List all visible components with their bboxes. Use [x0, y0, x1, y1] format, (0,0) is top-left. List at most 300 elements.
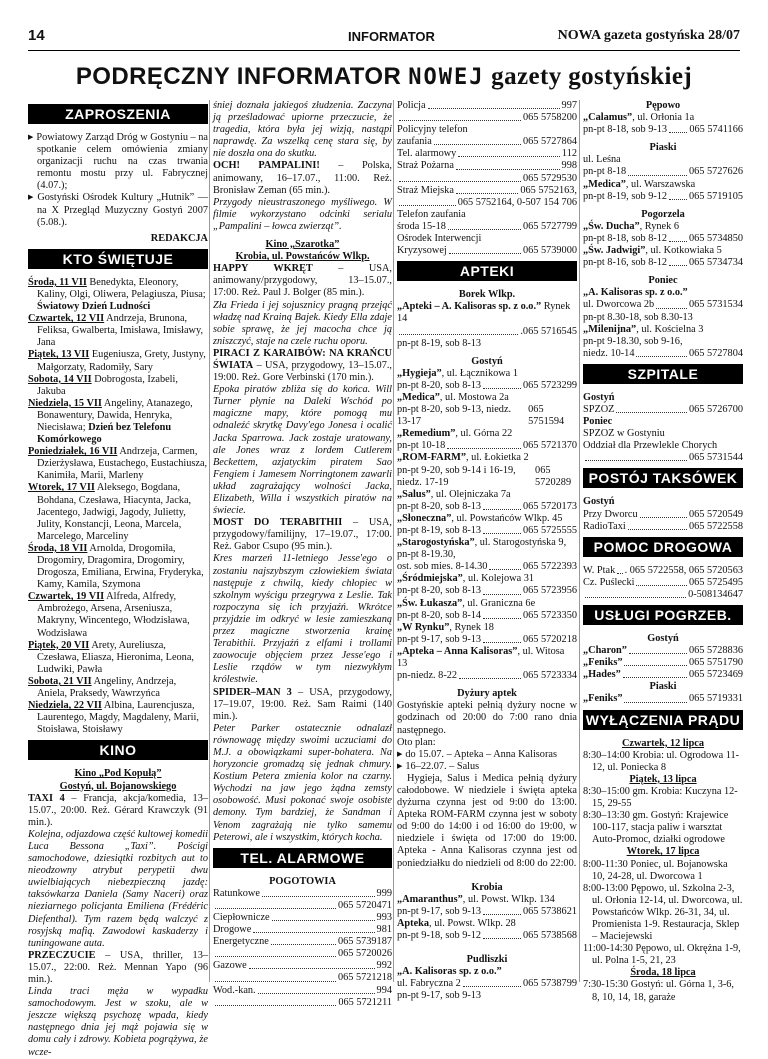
dot-leader: [624, 657, 686, 666]
pharmacy-address: , ul. Łokietka 2: [466, 452, 529, 464]
dot-leader: [434, 136, 521, 145]
dot-leader: [628, 521, 687, 530]
funeral-row: [583, 693, 743, 705]
name-day-names: Arnolda, Drogomiła, Drogomiry, Dragomira, Drogomiry, Drogosza, Emiliana, Erwina, Fryderyka, Kamy, Kamila, Szymona: [37, 542, 204, 591]
taxi-row: [583, 509, 743, 521]
emergency-row: [213, 972, 392, 984]
pharmacy-phone: 065 5720289: [535, 464, 572, 488]
dot-leader: [258, 985, 375, 994]
signature-redakcja: REDAKCJA: [150, 232, 208, 244]
film-title: MOST DO TERABITHII: [213, 517, 343, 529]
section-name: INFORMATOR: [348, 29, 435, 44]
film-title: SPIDER–MAN 3: [213, 686, 292, 698]
pharmacy-entry: [397, 301, 577, 325]
name-day-entry: [28, 543, 208, 591]
film-description: śniej doznała jakiegoś złudzenia. Zaczyna ją prześladować upiorne przeczucie, że tragedia, która była jej wizją, nastąpi naprawdę. Za wszelką cenę stara się, by nie doszła ona do skutku.: [213, 100, 392, 160]
pharmacy-name: „ROM-FARM”: [397, 452, 467, 464]
service-row: [397, 100, 577, 112]
pharmacy-hours: pn-pt 9-17, sob 9-13: [397, 633, 482, 645]
film-description: Peter Parker ostatecznie odnalazł równowagę między swoimi uczuciami do M.J. a obowiązkami super-bohatera. Na horyzoncie gromadzą się jednak chmury. Kostium Petera zmienia kolor na czarny. Wychodzi na jaw jego żądna zemsty osobowość. Musi pokonać swoje osobiste demony. Tym bardziej, że Sandman i Venom zagrażają nie tylko samemu Peterowi, ale i wszystkim, których kocha.: [213, 722, 392, 843]
dot-leader: [215, 948, 336, 957]
cinema-venue: Kino „Pod Kopułą”: [74, 768, 162, 780]
section-heading-uslugi: USŁUGI POGRZEB.: [583, 605, 743, 625]
pharmacy-name: „Apteka – Anna Kalisoras”: [397, 645, 518, 657]
name-day-names: Aleksego, Bogdana, Bohdana, Czesława, Hiacynta, Jacka, Jacentego, Jadwigi, Jagody, Julietty, Julity, Konstancji, Leona, Marcela, Marcelego, Marceliny: [37, 482, 192, 542]
dot-leader: [483, 634, 521, 643]
dot-leader: [459, 670, 521, 679]
pharmacy-phone: 065 5723956: [522, 585, 577, 597]
pharmacy-hours: niedz. 10-14: [583, 347, 635, 359]
film-title: PIRACI Z KARAIBÓW: NA KRAŃCU ŚWIATA: [213, 347, 392, 371]
film-entry: [28, 950, 208, 986]
pharmacy-entry: [397, 489, 577, 501]
cinema-address: Krobia, ul. Powstańców Wlkp.: [235, 251, 370, 263]
duty-heading: Dyżury aptek: [457, 688, 517, 700]
film-title: TAXI 4: [28, 792, 65, 804]
service-name: Straż Miejska: [397, 184, 454, 196]
pharmacy-phone: 065 5751594: [528, 404, 565, 428]
service-row: [397, 136, 577, 148]
pharmacy-name: Apteka: [397, 917, 430, 929]
name-day-entry: [28, 591, 208, 639]
film-entry: [213, 348, 392, 384]
pharmacy-hours: pn-pt 9-18, sob 9-12: [397, 930, 482, 941]
pharmacy-name: „Milenijna”: [583, 323, 637, 335]
funeral-phone: 065 5751790: [688, 657, 743, 669]
name-day-names: Dobrogosta, Izabeli, Jakuba: [37, 373, 178, 397]
pharmacy-hours: pn-pt 8-20, sob 8-13: [397, 585, 482, 597]
name-day-entry: [28, 313, 208, 349]
pharmacy-phone: 065 5723299: [522, 379, 577, 391]
pharmacy-entry: [397, 646, 577, 670]
section-heading-swietuje: KTO ŚWIĘTUJE: [28, 249, 208, 269]
cinema-venue: Kino „Szarotka”: [265, 239, 340, 251]
funeral-name: „Feniks”: [583, 693, 623, 705]
section-heading-taxi: POSTÓJ TAKSÓWEK: [583, 468, 743, 488]
duty-list: [397, 749, 577, 773]
emergency-phone: 992: [376, 960, 392, 972]
service-phone: 065 5739000: [522, 245, 577, 257]
pharmacy-entry: [397, 392, 577, 404]
funeral-row: [583, 669, 743, 681]
service-phone: 065 5758200: [522, 112, 577, 124]
service-name: Tel. alarmowy: [397, 148, 457, 160]
film-info: – USA, przygodowy/familijny, 17–19.07., 17:00. Reż. Gabor Csupo (95 min.).: [213, 517, 392, 553]
emergency-name: Ciepłownicze: [213, 912, 270, 923]
pharmacy-phone: 065 5738621: [522, 905, 577, 917]
service-phone: 112: [561, 148, 577, 160]
film-description: Kres marzeń 11-letniego Jesse'ego o zostaniu najszybszym człowiekiem świata następuje z chwilą, kiedy chłopiec w szkolnym wyścigu przegrywa z Leslie. Tak rozpoczyna się ich przyjaźń. Wkrótce przyjdzie im odkryć w lesie zamieszkaną przez magiczne stworzenia krainę Terabithii. Przyjaźń z elfami i trollami zaowocuje objęciem przez Jesse'ego i Leslie rządów w tym niezwykłym królestwie.: [213, 553, 392, 686]
pharmacy-name: „Remedium”: [397, 428, 456, 440]
emergency-numbers-list: [213, 888, 392, 1009]
pharmacy-phone: 065 5738568: [522, 930, 577, 941]
dot-leader: [483, 501, 521, 510]
pharmacy-address: , ul. Olejniczaka 7a: [430, 488, 511, 500]
road-assist-row: [583, 565, 743, 577]
outage-item: 8:00-13:00 Pępowo, ul. Szkolna 2-3, ul. Orłonia 12-14, ul. Dworcowa, ul. Powstańców Wlkp. 26-31, 34, ul. Promienista 1-9. Restauracja, Sklep – Maciejewski: [583, 882, 743, 943]
pharmacy-phone-row: [583, 233, 743, 245]
road-assist-phone: . 065 5722558, 065 5720563: [624, 564, 743, 576]
name-day-names: Arety, Aureliusza, Czesława, Eliasza, Hieronima, Leona, Ludwiki, Pawła: [37, 639, 194, 675]
dot-leader: [483, 610, 521, 619]
service-phone: 997: [561, 100, 577, 111]
page-number: 14: [28, 27, 45, 44]
service-row: [397, 185, 577, 197]
pharmacy-phone-row: [583, 191, 743, 203]
pharmacy-phone-row: [397, 610, 577, 622]
service-name: Policja: [397, 100, 426, 111]
dot-leader: [489, 561, 521, 570]
pharmacy-entry: [397, 598, 577, 610]
road-assist-phone: 065 5725495: [688, 576, 743, 588]
section-heading-apteki: APTEKI: [397, 261, 577, 281]
pharmacy-hours: pn-pt 8-20, sob 8-14: [397, 609, 482, 621]
name-day-entry: [28, 374, 208, 398]
outage-item: 7:30-15:30 Gostyń: ul. Górna 1, 3-6, 8, 10, 14, 18, garaże: [583, 979, 735, 1003]
emergency-row: [213, 985, 392, 997]
dot-leader: [215, 997, 336, 1006]
pharmacy-hours: pn-pt 8-18, sob 8-12: [583, 232, 668, 244]
dot-leader: [449, 245, 521, 254]
pharmacy-phone: 065 5720218: [522, 633, 577, 645]
pharmacy-address: , ul. Kotkowiaka 5: [645, 245, 722, 257]
pharmacy-hours: pn-pt 8-18: [583, 166, 627, 178]
film-title: PRZECZUCIE: [28, 949, 96, 961]
film-info: – USA, animowany/przygodowy, 13–15.07., 17:00. Reż. Paul J. Bolger (85 min.).: [213, 263, 392, 299]
dot-leader: [399, 173, 521, 182]
town-heading: Gostyń: [471, 355, 503, 367]
pharmacy-name: „W Rynku”: [397, 621, 450, 633]
service-name: zaufania: [397, 136, 432, 148]
pharmacy-name: „Śródmiejska”: [397, 573, 463, 585]
column-3: [397, 100, 577, 1002]
name-day-entry: [28, 640, 208, 676]
name-day-names: Angeliny, Atanazego, Bonawentury, Dawida, Henryka, Niecisława;: [37, 397, 193, 433]
film-description: Przygody nieustraszonego myśliwego. W filmie wykorzystano odcinki serialu „Pampalini – łowca zwierząt”.: [213, 196, 392, 232]
pharmacy-name: „Hygieja”: [397, 367, 442, 379]
pharmacy-entry: [397, 513, 577, 525]
service-name: Straż Pożarna: [397, 160, 454, 172]
road-assist-row: [583, 577, 743, 589]
dot-leader: [399, 197, 456, 206]
pharmacy-hours: pn-pt 8-19, sob 8-13: [397, 337, 482, 349]
name-days-list: [28, 277, 208, 737]
service-row: [397, 112, 577, 124]
dot-leader: [399, 112, 521, 121]
service-phone: 065 5727864: [522, 136, 577, 148]
outage-item: 8:30–14:00 Krobia: ul. Ogrodowa 11-12, ul. Poniecka 8: [583, 749, 740, 773]
film-description: Kolejna, odjazdowa część kultowej komedii Luca Bessona „Taxi”. Pościgi samochodowe, dziesiątki rozbitych aut to nieodzowny atrybut perypetii dwu uwielbiających niebezpieczną jazdę: taksówkarza Daniela (Samy Naceri) oraz nieziarnego policjanta Emiliena (Frédéric Diefenthal). Tym razem będą walczyć z rosyjską mafią. Zawodowi kaskaderzy i tuningowane auta.: [28, 828, 208, 949]
emergency-row: [213, 912, 392, 924]
pharmacy-hours: pn-pt 8-18, sob 9-13: [583, 124, 668, 136]
pharmacy-address: , Rynek 18: [449, 621, 494, 633]
emergency-name: Energetyczne: [213, 936, 269, 948]
pharmacy-phone: 065 5719105: [688, 190, 743, 202]
dot-leader: [483, 930, 521, 939]
emergency-phone: 993: [376, 912, 392, 923]
outage-item: 11:00-14:30 Pępowo, ul. Okrężna 1-9, ul. Polna 1-5, 21, 23: [583, 943, 741, 967]
pharmacy-address: , ul. Starogostyńska 9, pn-pt 8-19.30,: [397, 537, 567, 561]
dot-leader: [483, 525, 521, 534]
pharmacy-address: , ul. Graniczna 6e: [462, 597, 536, 609]
town-heading: Poniec: [583, 416, 613, 428]
name-day-entry: [28, 482, 208, 542]
informator-banner: [28, 60, 740, 94]
pharmacy-entry: [583, 179, 743, 191]
pharmacy-hours: pn-pt 8-20, sob 8-13: [397, 500, 482, 512]
taxi-name: RadioTaxi: [583, 520, 626, 532]
name-day-date: Piątek, 20 VII: [28, 639, 90, 651]
film-entry: [213, 160, 392, 196]
town-heading: Piaski: [649, 142, 677, 154]
pharmacy-address: ul. Leśna: [583, 154, 621, 166]
dot-leader: [215, 972, 336, 981]
town-heading: Pudliszki: [466, 954, 508, 966]
dot-leader: [585, 589, 686, 598]
pharmacy-name: „Medica”: [583, 178, 626, 190]
pharmacy-address: , ul. Powst. Wlkp. 28: [429, 917, 516, 929]
pharmacy-name: „Św. Łukasza”: [397, 597, 463, 609]
dot-leader: [262, 888, 375, 897]
pharmacy-name: „Salus”: [397, 488, 431, 500]
pharmacy-phone-row: [583, 299, 743, 311]
name-day-holiday: Dzień bez Telefonu Komórkowego: [37, 421, 172, 446]
emergency-row: [213, 997, 392, 1009]
pharmacy-phone-row: [397, 978, 577, 990]
emergency-row: [213, 924, 392, 936]
pharmacy-entry: [397, 573, 577, 585]
dot-leader: [215, 900, 336, 909]
pharmacy-phone-row: [397, 670, 577, 682]
film-info: – Francja, akcja/komedia, 13–15.07., 20:00. Reż. Gérard Krawczyk (91 min.).: [28, 792, 208, 828]
service-row: [397, 197, 577, 209]
pharmacy-phone-row: [397, 326, 577, 338]
pharmacy-phone-row: [397, 404, 577, 428]
service-phone: 065 5752163,: [520, 184, 577, 196]
name-day-entry: [28, 398, 208, 446]
road-assist-list: [583, 565, 743, 601]
pharmacy-phone: 065 5734734: [688, 257, 743, 269]
service-phone: 065 5727799: [522, 220, 577, 232]
funeral-row: [583, 645, 743, 657]
emergency-name: Wod.-kan.: [213, 984, 256, 996]
dot-leader: [249, 960, 375, 969]
pharmacy-phone-row: [583, 166, 743, 178]
pharmacy-address: ul. Dworcowa 2b: [583, 299, 655, 311]
name-day-entry: [28, 349, 208, 373]
service-row: [397, 173, 577, 185]
pharmacy-hours: pn-pt 9-17, sob 9-13: [397, 905, 482, 917]
name-day-date: Niedziela, 15 VII: [28, 397, 102, 409]
pharmacy-phone-row: [397, 465, 577, 489]
name-day-names: Andrzeja, Brunona, Feliksa, Gwalberta, Imisława, Imisławy, Jana: [37, 313, 204, 349]
name-day-date: Środa, 11 VII: [28, 276, 87, 288]
film-info: – USA, przygodowy, 17–19.07, 19:00. Reż. Sam Raimi (140 min.).: [213, 686, 392, 722]
pharmacy-hours: pn-pt 8-19, sob 8-13: [397, 525, 482, 536]
duty-plan: Oto plan:: [397, 736, 436, 748]
hospital-phone: 065 5726700: [688, 403, 743, 415]
pharmacy-entry: [583, 324, 743, 336]
paper-title: NOWA gazeta gostyńska 28/07: [557, 28, 740, 43]
film-description: Linda traci męża w wypadku samochodowym. Jest w szoku, ale w jeszcze większą psychozę wpada, kiedy następnego dnia jej mąż pojawia się w domu cały i zdrowy. Kobieta pogrążywa, że wcze-: [28, 986, 208, 1058]
pharmacy-entry: [397, 894, 577, 906]
pharmacy-name: „Calamus”: [583, 112, 633, 124]
town-heading: Gostyń: [583, 496, 615, 508]
name-day-date: Środa, 18 VII: [28, 542, 88, 554]
name-day-entry: [28, 446, 208, 482]
pharmacy-hours: pn-pt 8-20, sob 8-13: [397, 379, 482, 391]
hospital-row: [583, 404, 743, 416]
pharmacy-phone: 065 5727804: [688, 347, 743, 359]
pharmacy-list: [397, 894, 577, 942]
emergency-phone: 065 5721211: [338, 996, 392, 1008]
name-day-entry: [28, 277, 208, 313]
pharmacy-entry: [397, 537, 577, 561]
pharmacy-name: „Medica”: [397, 391, 440, 403]
town-heading: Krobia: [471, 881, 503, 893]
pharmacy-name: „Amaranthus”: [397, 893, 463, 905]
town-heading: Pępowo: [645, 100, 681, 111]
subheading-pogotowia: POGOTOWIA: [269, 875, 336, 887]
pharmacy-phone: .065 5716545: [520, 325, 577, 337]
column-rule: [209, 100, 210, 982]
emergency-row: [213, 900, 392, 912]
pharmacy-name: „Apteki – A. Kalisoras sp. z o.o.”: [397, 301, 542, 313]
service-name: Ośrodek Interwencji: [397, 233, 482, 245]
outage-date: Czwartek, 12 lipca: [621, 737, 705, 749]
dot-leader: [483, 906, 521, 915]
name-day-date: Niedziela, 22 VII: [28, 700, 102, 712]
dot-leader: [271, 936, 336, 945]
film-info: – USA, thriller, 13–15.07., 22:00. Reż. Mennan Yapo (96 min.).: [28, 949, 208, 985]
town-heading: Gostyń: [583, 391, 615, 403]
pharmacy-phone-row: [583, 257, 743, 269]
road-assist-name: Cz. Puślecki: [583, 576, 635, 588]
funeral-phone: 065 5723469: [688, 669, 743, 681]
section-heading-alarmowe: TEL. ALARMOWE: [213, 848, 392, 868]
name-day-date: Wtorek, 17 VII: [28, 482, 95, 494]
name-day-date: Czwartek, 12 VII: [28, 313, 105, 325]
dot-leader: [483, 585, 521, 594]
section-heading-pradu: WYŁĄCZENIA PRĄDU: [583, 710, 743, 730]
town-heading: Gostyń: [647, 633, 679, 644]
pharmacy-entry: [583, 245, 743, 257]
name-day-entry: [28, 700, 208, 736]
film-info: – USA, przygodowy, 13–15.07., 19:00. Reż. Gore Verbinski (170 min.).: [213, 359, 392, 384]
service-row: [397, 148, 577, 160]
pharmacy-entry: [397, 622, 577, 634]
taxi-name: Przy Dworcu: [583, 508, 638, 520]
pharmacy-entry: [397, 368, 577, 380]
pharmacy-hours: pn-pt 9-20, sob 9-14 i 16-19, niedz. 17-19: [397, 464, 516, 488]
name-day-entry: [28, 676, 208, 700]
film-description: Zła Frieda i jej sojusznicy pragną przejąć władzę nad Krainą Bajek. Kiedy Ella zdaje sobie sprawę, że jej macocha chce ją zniszczyć, staje na czele ruchu oporu.: [213, 299, 392, 347]
service-row: [397, 245, 577, 257]
name-day-date: Sobota, 21 VII: [28, 675, 92, 687]
pharmacy-entry: [397, 918, 577, 930]
dot-leader: [629, 645, 687, 654]
pharmacy-phone: 065 5722393: [522, 561, 577, 573]
power-outage-list: [583, 738, 743, 1004]
pharmacy-name: „Św. Ducha”: [583, 220, 640, 232]
outage-item: 8:30–13:30 gm. Gostyń: Krajewice 100-117, stacja paliw i warsztat Auto-Promoc, działki ogrodowe: [583, 810, 729, 846]
name-day-date: Czwartek, 19 VII: [28, 591, 105, 603]
hospital-name: SPZOZ w Gostyniu: [583, 428, 665, 440]
pharmacy-hours: pn-pt 10-18: [397, 440, 446, 452]
pharmacy-name: „Starogostyńska”: [397, 537, 475, 549]
pharmacy-phone-row: [397, 906, 577, 918]
dot-leader: [428, 100, 560, 109]
pharmacy-phone-row: [397, 501, 577, 513]
pharmacy-phone: 065 5723334: [522, 670, 577, 682]
page-header: [28, 28, 740, 51]
funeral-row: [583, 657, 743, 669]
pharmacy-hours: ost. sob mies. 8-14.30: [397, 561, 488, 573]
pharmacy-name: „A. Kalisoras sp. z o.o.”: [397, 966, 502, 978]
service-name: środa 15-18: [397, 220, 446, 232]
film-entry: [28, 793, 208, 829]
film-entry: [213, 517, 392, 553]
dot-leader: [456, 185, 518, 194]
name-day-names: Albina, Laurencjusza, Laurentego, Magdy, Magdaleny, Marii, Stoisława, Stoisławy: [37, 700, 199, 736]
emergency-phone: 994: [376, 984, 392, 996]
dot-leader: [483, 380, 521, 389]
duty-note: Hygieja, Salus i Medica pełnią dyżury całodobowe. W niedziele i święta apteka dyżurna czynna jest od 9:00 do 13:00. Apteka ROM-FARM czynna jest w soboty od 9:00 do 14:00 i od 16:00 do 19:00, w niedziele i święta od 17:00 do 19:00. Apteka - Anna Kalisoras czynna jest od poniedziałku do niedzieli od 8:00 do 22:00.: [397, 772, 577, 869]
emergency-name: Drogowe: [213, 924, 252, 936]
outage-date: Piątek, 13 lipca: [629, 773, 697, 785]
invitations-list: [28, 132, 208, 229]
taxi-phone: 065 5722558: [688, 520, 743, 532]
service-name: Policyjny telefon: [397, 124, 468, 136]
hospital-phone: 065 5731544: [688, 452, 743, 464]
film-entry: [213, 263, 392, 299]
invitation-item: ▶ Gostyński Ośrodek Kultury „Hutnik” — na X Przegląd Muzyczny Gostyń 2007 (5.08.).: [28, 192, 208, 228]
film-info: – Polska, animowany, 16–17.07., 11:00. Reż. Bronisław Zeman (65 min.).: [213, 160, 392, 196]
dot-leader: [640, 509, 687, 518]
pharmacy-address: , ul. Powstańców Wlkp. 45: [451, 512, 563, 524]
name-day-names: Angeliny, Andrzeja, Aniela, Praksedy, Wawrzyńca: [37, 675, 177, 700]
town-heading: Poniec: [648, 275, 678, 287]
pharmacy-entry: [583, 112, 743, 124]
pharmacy-phone: 065 5721370: [522, 440, 577, 452]
duty-item: ▶ do 15.07. – Apteka – Anna Kalisoras: [397, 749, 577, 761]
service-phone: 998: [561, 160, 577, 172]
service-row: [397, 221, 577, 233]
services-phone-list: [397, 100, 577, 257]
emergency-row: [213, 888, 392, 900]
pharmacy-hours: pn-pt 8-20, sob 9-13, niedz. 13-17: [397, 404, 512, 428]
road-assist-name: W. Ptak: [583, 564, 616, 576]
dot-leader: [253, 924, 374, 933]
pharmacy-phone-row: [397, 634, 577, 646]
emergency-phone: 065 5720471: [337, 899, 392, 911]
film-title: HAPPY WKRĘT: [213, 263, 313, 275]
name-day-holiday: Światowy Dzień Ludności: [37, 301, 151, 313]
pharmacy-phone: 065 5720173: [522, 500, 577, 512]
outage-item: 8:30–15:00 gm. Krobia: Kuczyna 12-15, 29-55: [583, 785, 738, 810]
name-day-names: Alfreda, Alfredy, Ambrożego, Arsena, Arseniusza, Makryny, Wincentego, Włodzisława, Wodzisława: [37, 591, 190, 639]
road-assist-phone: 0-508134647: [688, 588, 743, 600]
emergency-row: [213, 948, 392, 960]
duty-item: ▶ 16–22.07. – Salus: [397, 761, 577, 773]
taxi-row: [583, 521, 743, 533]
service-name: Telefon zaufania: [397, 208, 466, 220]
pharmacy-phone: 065 5734850: [688, 232, 743, 244]
pharmacy-phone: 065 5723350: [522, 609, 577, 621]
name-day-date: Poniedziałek, 16 VII: [28, 446, 118, 458]
pharmacy-phone-row: [397, 440, 577, 452]
column-2: [213, 100, 392, 1008]
